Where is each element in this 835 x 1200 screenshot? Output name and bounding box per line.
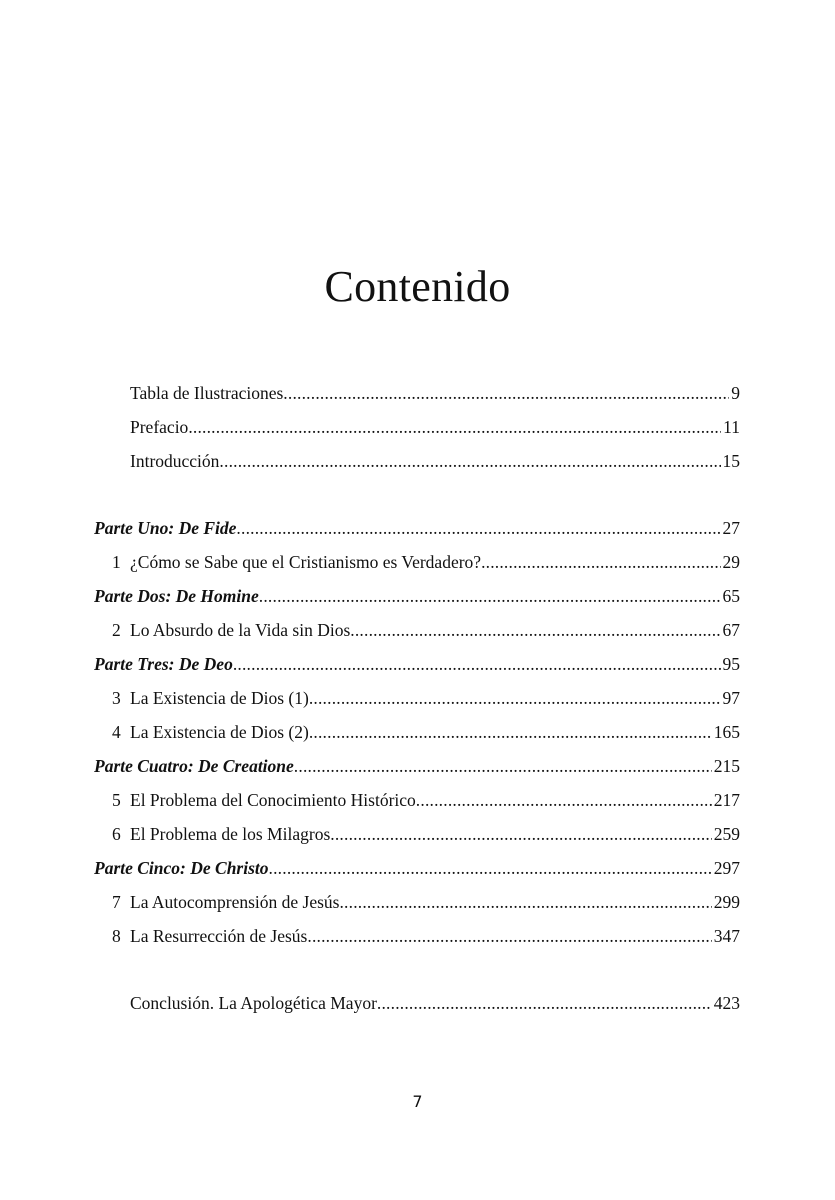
toc-chapter-1[interactable] — [112, 550, 740, 574]
toc-entry-conclusion[interactable] — [130, 991, 740, 1015]
dot-leader — [294, 754, 712, 778]
dot-leader — [219, 449, 720, 473]
dot-leader — [307, 924, 711, 948]
toc-entry-page: 97 — [722, 688, 740, 708]
toc-entry-page: 67 — [722, 620, 740, 640]
toc-entry-prefacio[interactable] — [130, 415, 740, 439]
toc-chapter-5[interactable] — [112, 788, 740, 812]
toc-part-label: Parte Cinco: De Christo — [94, 858, 269, 878]
toc-entry-label: La Autocomprensión de Jesús — [130, 892, 340, 912]
toc-entry-page: 165 — [713, 722, 740, 742]
toc-part-label: Parte Uno: De Fide — [94, 518, 237, 538]
toc-chapter-3[interactable] — [112, 686, 740, 710]
toc-part-tres[interactable] — [94, 652, 740, 676]
toc-entry-page: 215 — [713, 756, 740, 776]
toc-entry-page: 259 — [713, 824, 740, 844]
toc-entry-label: El Problema de los Milagros — [130, 824, 331, 844]
toc-chapter-2[interactable] — [112, 618, 740, 642]
toc-entry-label: La Existencia de Dios (2) — [130, 722, 309, 742]
toc-entry-page: 423 — [713, 993, 740, 1013]
chapter-number: 1 — [112, 552, 121, 572]
dot-leader — [339, 890, 711, 914]
toc-entry-ilustraciones[interactable] — [130, 381, 740, 405]
dot-leader — [269, 856, 712, 880]
chapter-number: 6 — [112, 824, 121, 844]
toc-entry-page: 65 — [722, 586, 740, 606]
toc-entry-page: 29 — [722, 552, 740, 572]
toc-entry-label: ¿Cómo se Sabe que el Cristianismo es Verdadero? — [130, 552, 482, 572]
toc-entry-label: Lo Absurdo de la Vida sin Dios — [130, 620, 351, 640]
toc-part-cuatro[interactable] — [94, 754, 740, 778]
toc-entry-page: 9 — [731, 383, 740, 403]
toc-entry-page: 299 — [713, 892, 740, 912]
chapter-number: 4 — [112, 722, 121, 742]
dot-leader — [283, 381, 729, 405]
toc-entry-label: Tabla de Ilustraciones — [130, 383, 284, 403]
chapter-number: 2 — [112, 620, 121, 640]
page-title: Contenido — [324, 262, 511, 312]
toc-entry-label: La Resurrección de Jesús — [130, 926, 308, 946]
dot-leader — [377, 991, 712, 1015]
toc-entry-label: Introducción — [130, 451, 220, 471]
toc-entry-label: El Problema del Conocimiento Histórico — [130, 790, 416, 810]
toc-entry-page: 217 — [713, 790, 740, 810]
dot-leader — [309, 686, 721, 710]
toc-entry-page: 297 — [713, 858, 740, 878]
toc-part-label: Parte Cuatro: De Creatione — [94, 756, 294, 776]
dot-leader — [330, 822, 711, 846]
toc-entry-page: 95 — [722, 654, 740, 674]
toc-entry-introduccion[interactable] — [130, 449, 740, 473]
toc-entry-label: Prefacio — [130, 417, 189, 437]
toc-chapter-8[interactable] — [112, 924, 740, 948]
toc-entry-page: 11 — [723, 417, 740, 437]
toc-entry-label: Conclusión. La Apologética Mayor — [130, 993, 377, 1013]
toc-chapter-6[interactable] — [112, 822, 740, 846]
toc-entry-page: 347 — [713, 926, 740, 946]
toc-part-dos[interactable] — [94, 584, 740, 608]
toc-chapter-7[interactable] — [112, 890, 740, 914]
dot-leader — [188, 415, 721, 439]
toc-part-cinco[interactable] — [94, 856, 740, 880]
toc-part-uno[interactable] — [94, 516, 740, 540]
dot-leader — [309, 720, 712, 744]
toc-entry-label: La Existencia de Dios (1) — [130, 688, 309, 708]
toc-part-label: Parte Dos: De Homine — [94, 586, 259, 606]
chapter-number: 5 — [112, 790, 121, 810]
chapter-number: 7 — [112, 892, 121, 912]
dot-leader — [416, 788, 712, 812]
dot-leader — [233, 652, 721, 676]
chapter-number: 3 — [112, 688, 121, 708]
toc-entry-page: 27 — [722, 518, 740, 538]
dot-leader — [259, 584, 721, 608]
toc-part-label: Parte Tres: De Deo — [94, 654, 233, 674]
toc-chapter-4[interactable] — [112, 720, 740, 744]
dot-leader — [481, 550, 720, 574]
dot-leader — [236, 516, 720, 540]
page-number: 7 — [412, 1092, 423, 1111]
toc-entry-page: 15 — [722, 451, 740, 471]
dot-leader — [350, 618, 720, 642]
chapter-number: 8 — [112, 926, 121, 946]
